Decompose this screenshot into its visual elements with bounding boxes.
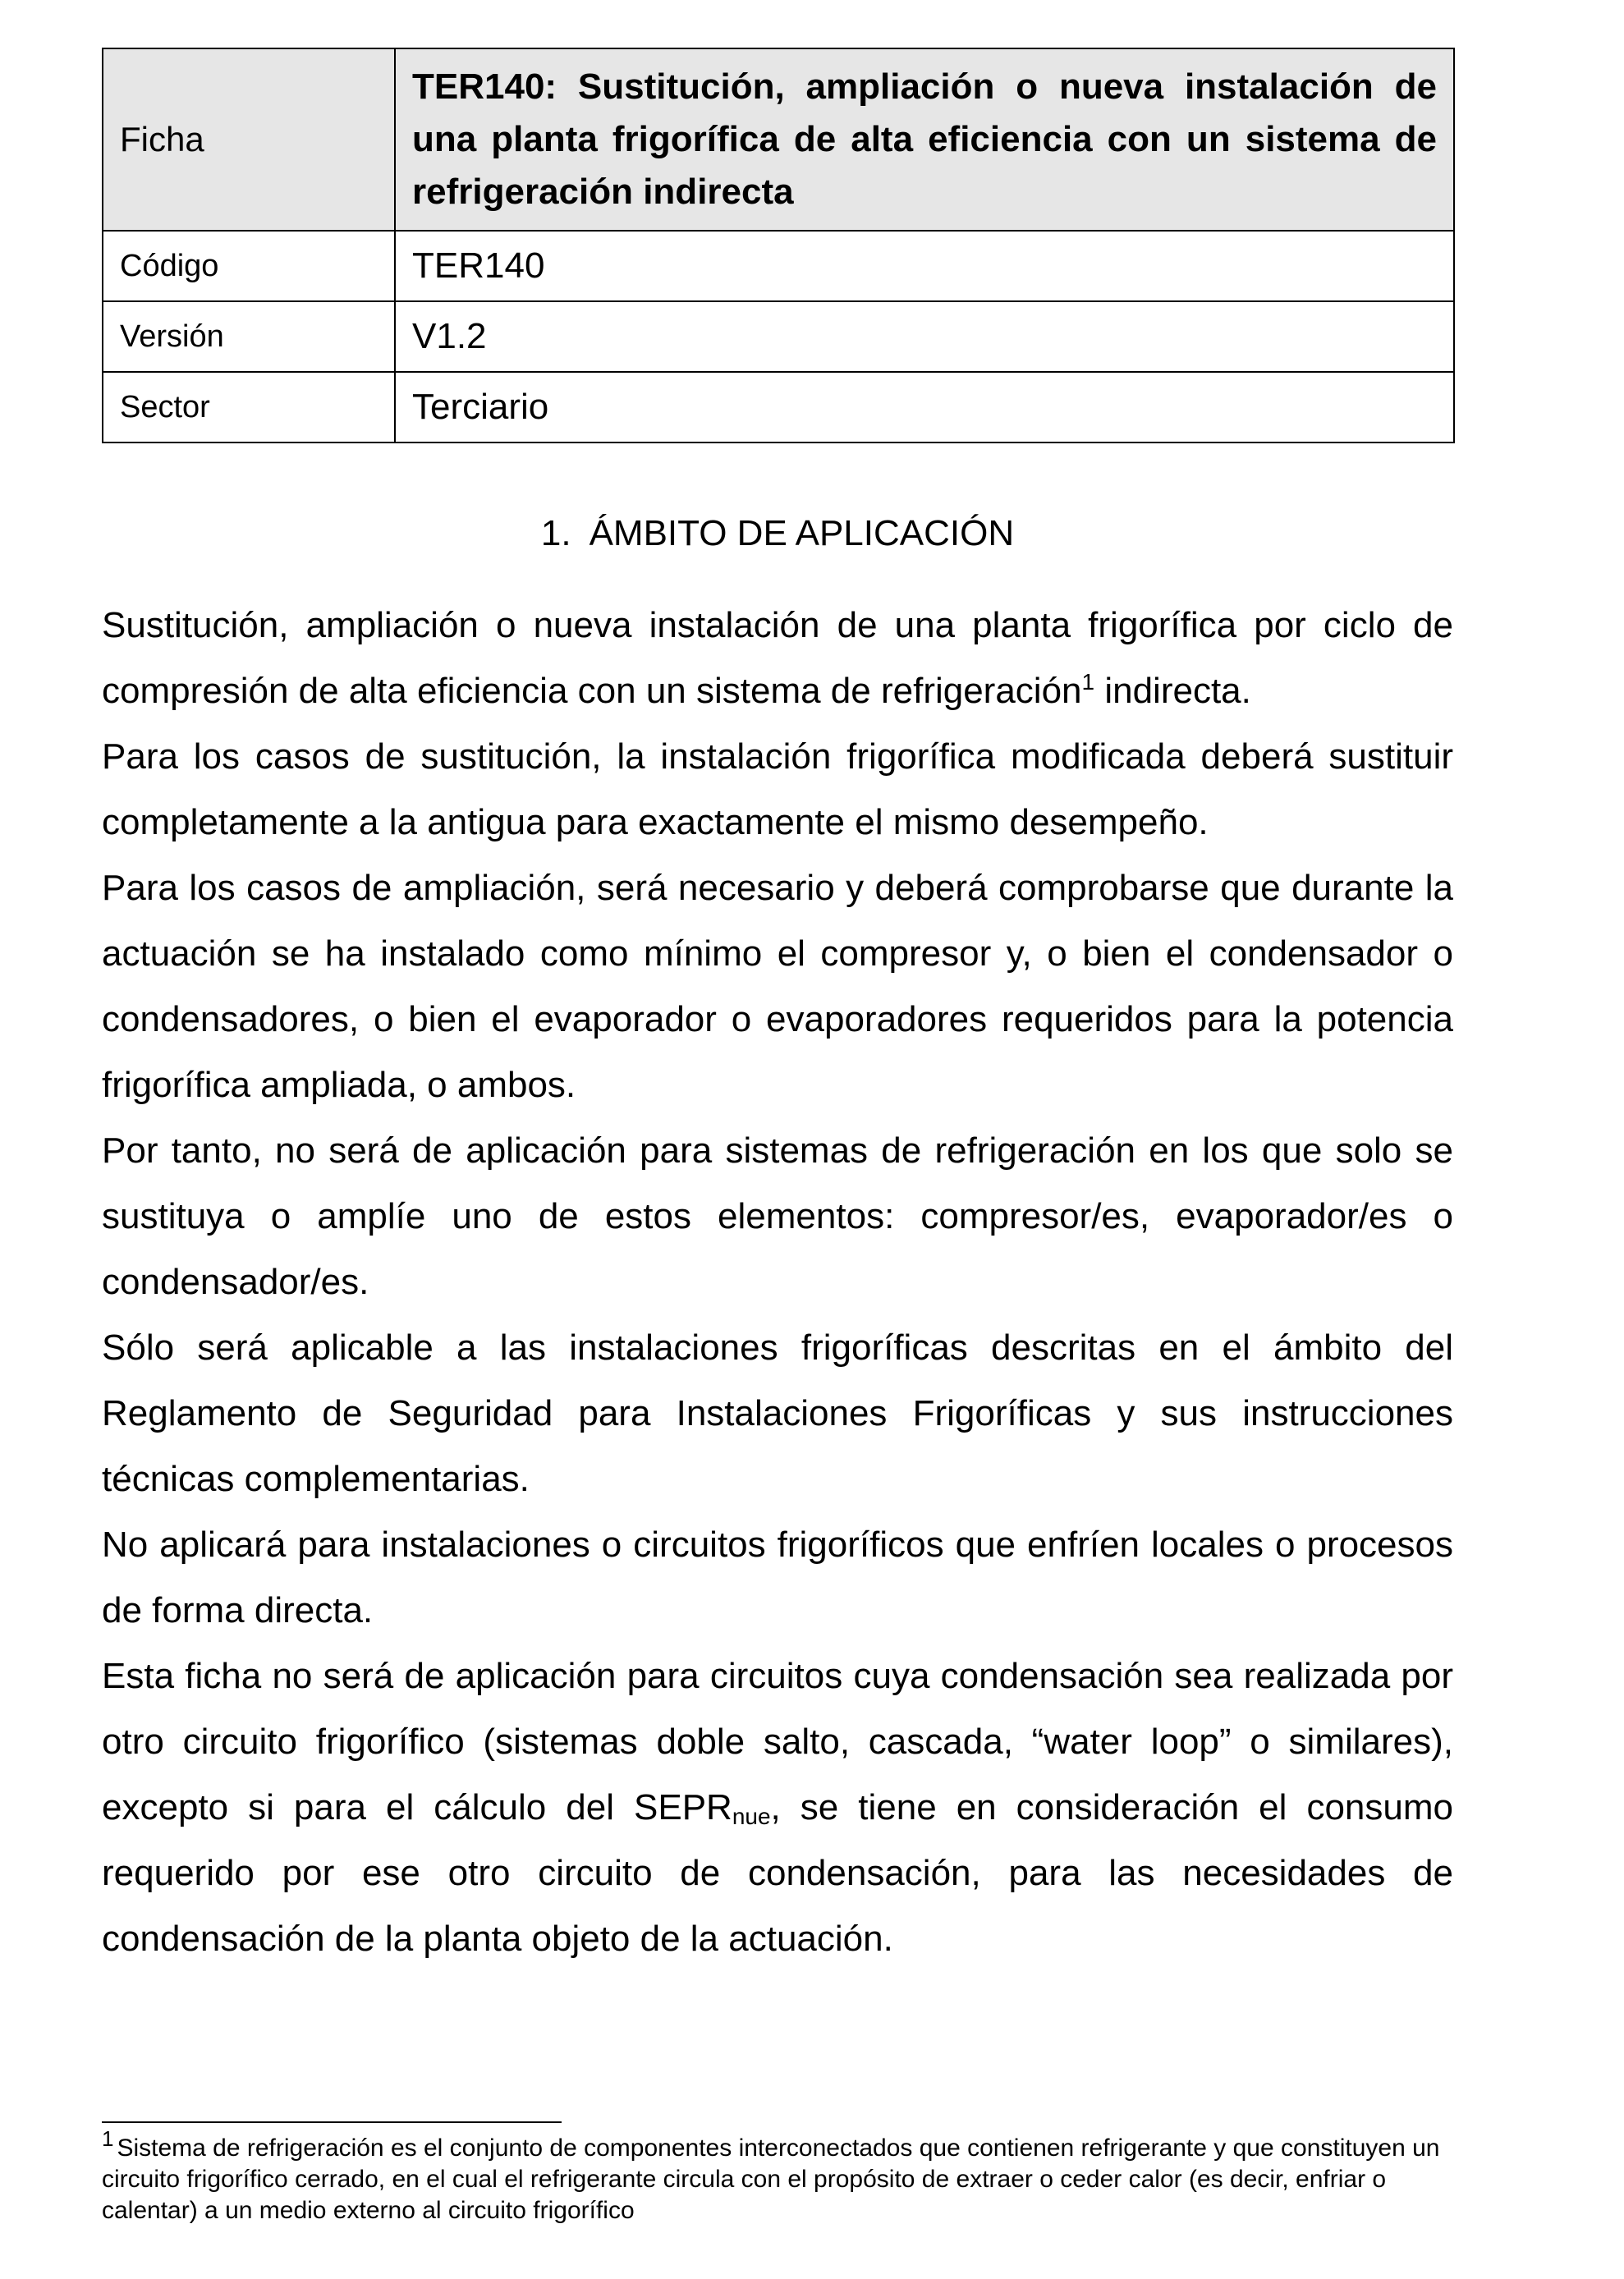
paragraph: Por tanto, no será de aplicación para sistemas de refrigeración en los que solo se sustituya o amplíe uno de estos elementos: compresor/es, evaporador/es o condensador/es. <box>102 1130 1453 1302</box>
table-row <box>103 48 1454 231</box>
body-text <box>102 593 1453 1972</box>
table-label-codigo: Código <box>103 231 395 301</box>
paragraph-text: indirecta. <box>1094 671 1251 711</box>
document-page <box>102 48 1453 1972</box>
footnote <box>102 2126 1453 2226</box>
paragraph <box>102 1644 1453 1972</box>
table-label-ficha: Ficha <box>103 48 395 231</box>
footnote-reference[interactable]: 1 <box>1081 669 1095 695</box>
table-row <box>103 231 1454 301</box>
table-value-codigo: TER140 <box>395 231 1454 301</box>
table-label-version: Versión <box>103 301 395 372</box>
table-row <box>103 301 1454 372</box>
footnote-divider <box>102 2121 562 2123</box>
footnote-text: Sistema de refrigeración es el conjunto de componentes interconectados que contienen refrigerante y que constituyen un circuito frigorífico cerrado, en el cual el refrigerante circula con el propósito de extraer o ceder calor (es decir, enfriar o calentar) a un medio externo al circuito frigorífico <box>102 2135 1440 2224</box>
paragraph: Para los casos de ampliación, será necesario y deberá comprobarse que durante la actuación se ha instalado como mínimo el compresor y, o bien el condensador o condensadores, o bien el evaporador o evaporadores requeridos para la potencia frigorífica ampliada, o ambos. <box>102 868 1453 1105</box>
paragraph: Sólo será aplicable a las instalaciones frigoríficas descritas en el ámbito del Reglamento de Seguridad para Instalaciones Frigoríficas y sus instrucciones técnicas complementarias. <box>102 1328 1453 1499</box>
paragraph-text: Esta ficha no será de aplicación para circuitos cuya condensación sea realizada por otro circuito frigorífico (sistemas doble salto, cascada, “water loop” o similares), excepto si para el cálculo del SEPR <box>102 1656 1453 1827</box>
paragraph: Para los casos de sustitución, la instalación frigorífica modificada deberá sustituir completamente a la antigua para exactamente el mismo desempeño. <box>102 736 1453 842</box>
subscript: nue <box>732 1804 771 1829</box>
footnote-marker: 1 <box>102 2126 114 2151</box>
table-value-sector: Terciario <box>395 372 1454 443</box>
ficha-table <box>102 48 1455 443</box>
table-row <box>103 372 1454 443</box>
table-label-sector: Sector <box>103 372 395 443</box>
section-title: ÁMBITO DE APLICACIÓN <box>589 513 1015 553</box>
paragraph <box>102 593 1453 724</box>
paragraph: No aplicará para instalaciones o circuitos frigoríficos que enfríen locales o procesos de forma directa. <box>102 1525 1453 1630</box>
ficha-title: TER140: Sustitución, ampliación o nueva instalación de una planta frigorífica de alta eficiencia con un sistema de refrigeración indirecta <box>395 48 1454 231</box>
paragraph-text: Sustitución, ampliación o nueva instalación de una planta frigorífica por ciclo de compresión de alta eficiencia con un sistema de refrigeración <box>102 605 1453 711</box>
table-value-version: V1.2 <box>395 301 1454 372</box>
section-number: 1. <box>540 513 571 553</box>
paragraph-text: , se tiene en consideración el consumo requerido por ese otro circuito de condensación, para las necesidades de condensación de la planta objeto de la actuación. <box>102 1787 1453 1959</box>
section-heading <box>102 509 1453 558</box>
